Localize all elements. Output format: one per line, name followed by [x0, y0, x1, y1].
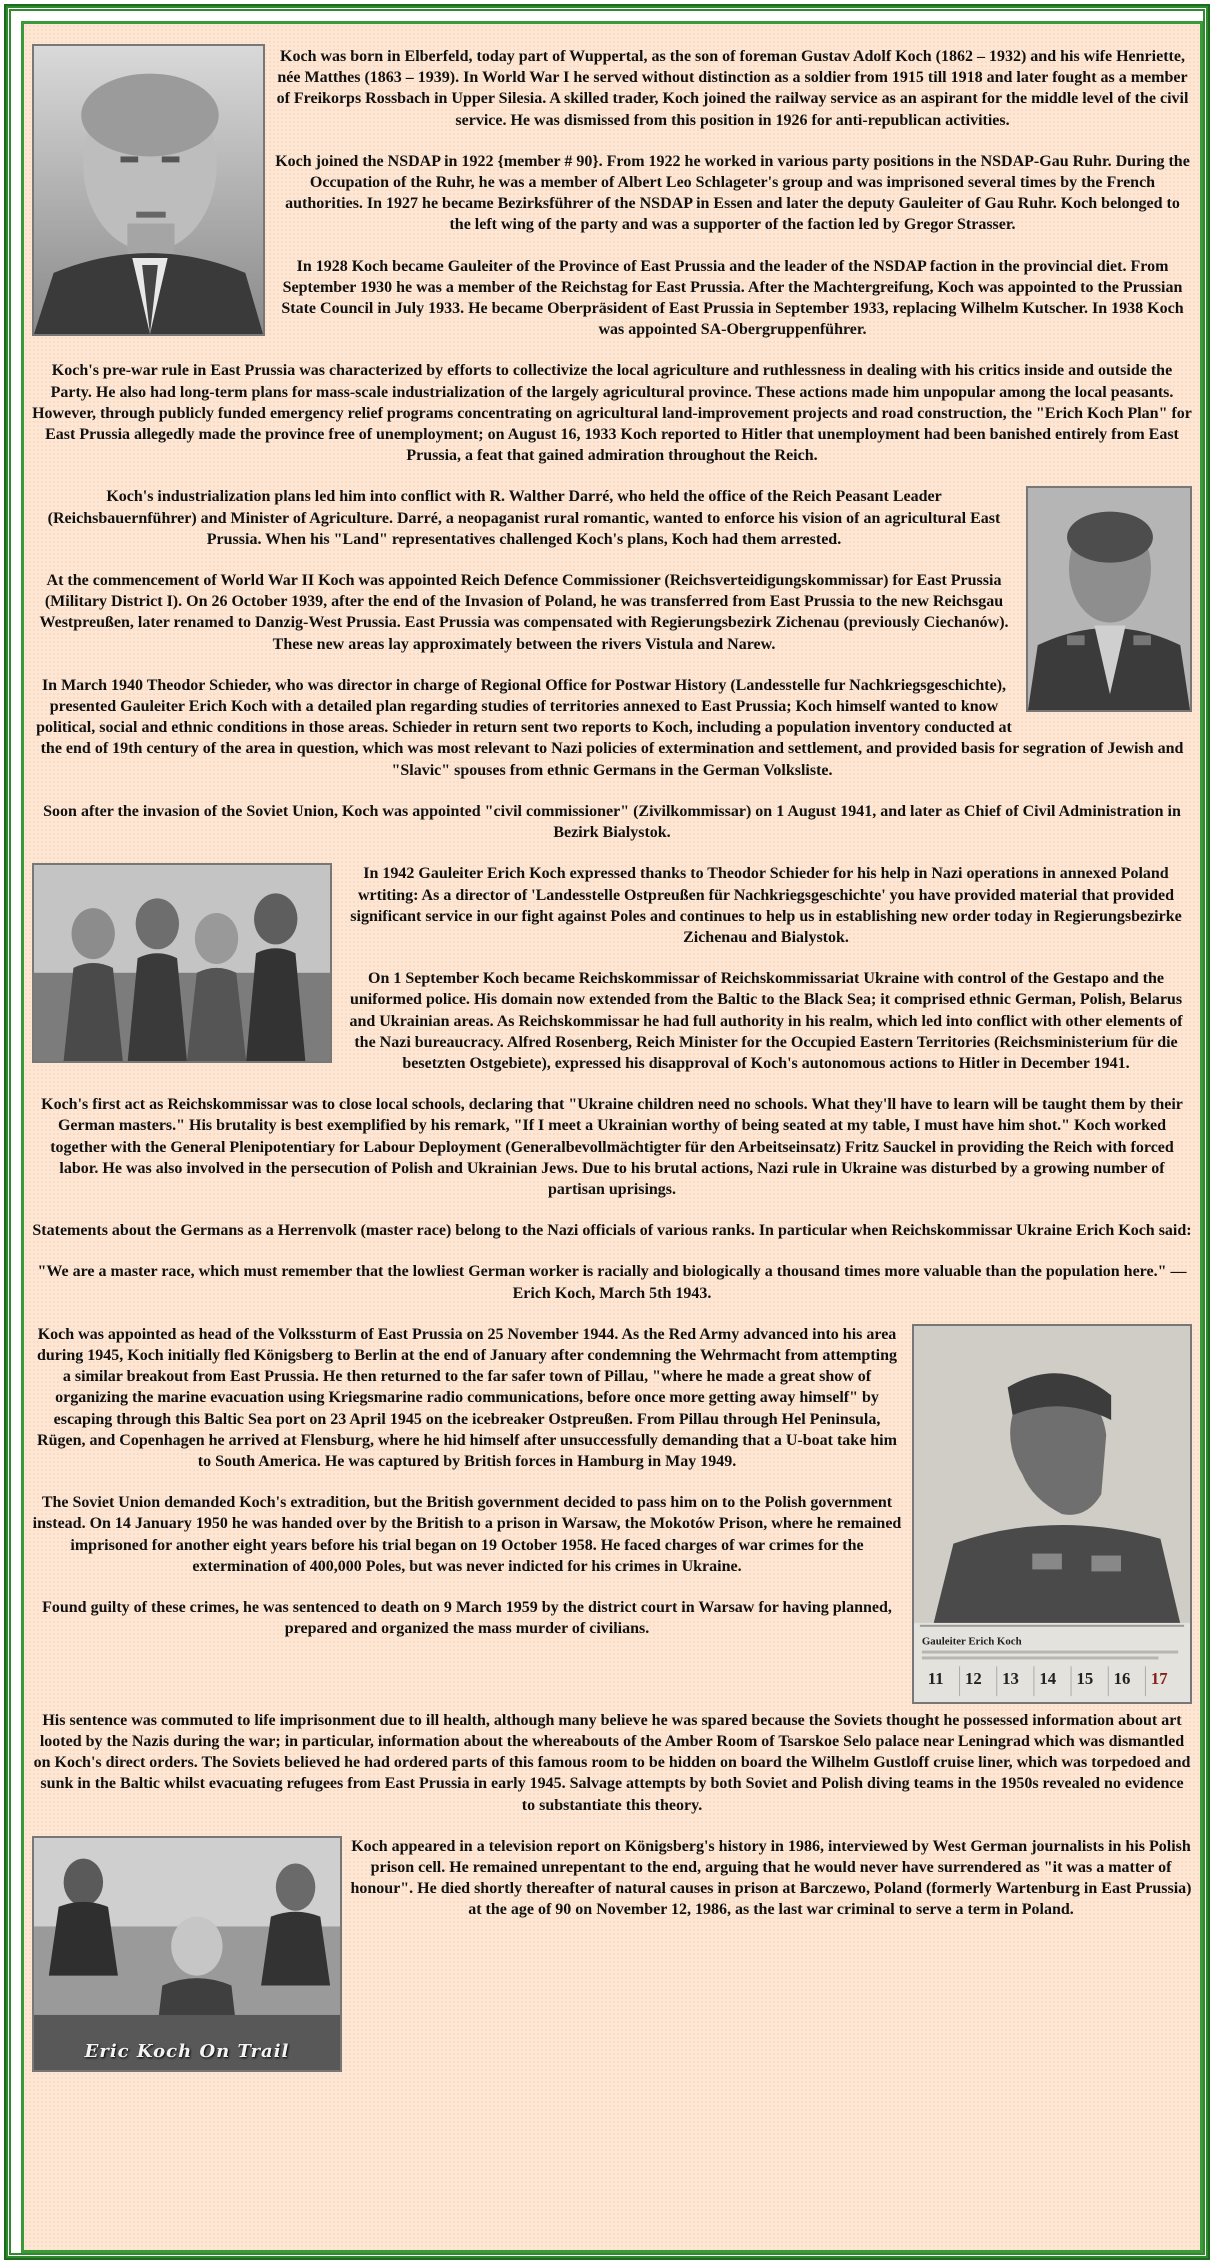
- portrait-photo-2: [1026, 486, 1192, 712]
- page-frame: [6, 6, 1208, 2258]
- paragraph: Statements about the Germans as a Herrenvolk (master race) belong to the Nazi officials of various ranks. In particular when Reichskommissar Ukraine Erich Koch said:: [32, 1222, 1192, 1240]
- calendar-divider: [1071, 1666, 1072, 1696]
- portrait-photo-1: [32, 44, 265, 336]
- paragraph: Koch was born in Elberfeld, today part of Wuppertal, as the son of foreman Gustav Adolf Koch (1862 – 1932) and his wife Henriette, née Matthes (1863 – 1939). In World War I he served without distinction as a soldier from 1915 till 1918 and later fought as a member of Freikorps Rossbach in Upper Silesia. A skilled trader, Koch joined the railway service as an aspirant for the middle level of the civil service. He was dismissed from this position in 1926 for anti-republican activities.: [276, 48, 1189, 129]
- paragraph: At the commencement of World War II Koch was appointed Reich Defence Commissioner (Reichsverteidigungskommissar) for East Prussia (Military District I). On 26 October 1939, after the end of the Invasion of Poland, he was transferred from East Prussia to the new Reichsgau Westpreußen, later renamed to Danzig-West Prussia. East Prussia was compensated with Regierungsbezirk Zichenau (previously Ciechanów). These new areas lay approximately between the rivers Vistula and Narew.: [39, 572, 1009, 653]
- paragraph: Koch's industrialization plans led him into conflict with R. Walther Darré, who held the office of the Reich Peasant Leader (Reichsbauernführer) and Minister of Agriculture. Darré, a neopaganist rural romantic, wanted to enforce his vision of an agricultural East Prussia. When his "Land" representatives challenged Koch's plans, Koch had them arrested.: [47, 488, 1001, 548]
- calendar-day: 13: [1002, 1668, 1019, 1688]
- calendar-day: 15: [1076, 1668, 1094, 1688]
- paragraph: Soon after the invasion of the Soviet Union, Koch was appointed "civil commissioner" (Zivilkommissar) on 1 August 1941, and later as Chief of Civil Administration in Bezirk Bialystok.: [43, 802, 1181, 842]
- calendar-divider: [959, 1666, 960, 1696]
- paragraph: Koch was appointed as head of the Volkssturm of East Prussia on 25 November 1944. As the Red Army advanced into his area during 1945, Koch initially fled Königsberg to Berlin at the end of January after condemning the Wehrmacht from attempting a similar breakout from East Prussia. He then returned to the far safer town of Pillau, "where he made a great show of organizing the marine evacuation using Kriegsmarine radio communications, before once more getting away himself" by escaping through this Baltic Sea port on 23 April 1945 on the icebreaker Ostpreußen. From Pillau through Hel Peninsula, Rügen, and Copenhagen he arrived at Flensburg, where he hid himself after unsuccessfully demanding that a U-boat take him to South America. He was captured by British forces in Hamburg in May 1949.: [37, 1325, 897, 1470]
- calendar-divider: [1033, 1666, 1034, 1696]
- calendar-portrait: [912, 1324, 1192, 1704]
- paragraph: In March 1940 Theodor Schieder, who was director in charge of Regional Office for Postwar History (Landesstelle fur Nachkriegsgeschichte), presented Gauleiter Erich Koch with a detailed plan regarding studies of territories annexed to East Prussia; Koch himself wanted to know political, social and ethnic conditions in those areas. Schieder in return sent two reports to Koch, including a population inventory conducted at the end of 19th century of the area in question, which was most relevant to Nazi policies of extermination and settlement, and provided basis for segration of Jewish and "Slavic" spouses from ethnic Germans in the German Volksliste.: [36, 676, 1184, 779]
- paragraph: In 1942 Gauleiter Erich Koch expressed thanks to Theodor Schieder for his help in Nazi operations in annexed Poland wrtiting: As a director of 'Landesstelle Ostpreußen für Nachkriegsgeschichte' you have provided material that provided significant service in our fight against Poles and continues to help us in establishing new order today in Regierungsbezirke Zichenau and Bialystok.: [350, 865, 1182, 946]
- calendar-day: 12: [964, 1668, 982, 1688]
- calendar-name: Gauleiter Erich Koch: [921, 1635, 1022, 1648]
- calendar-day: 17: [1150, 1668, 1168, 1688]
- calendar-divider: [1108, 1666, 1109, 1696]
- calendar-day: 16: [1113, 1668, 1131, 1688]
- quote-paragraph: "We are a master race, which must remember that the lowliest German worker is racially and biologically a thousand times more valuable than the population here." — Erich Koch, March 5th 1943.: [37, 1263, 1187, 1302]
- paragraph: Koch joined the NSDAP in 1922 {member # 90}. From 1922 he worked in various party positions in the NSDAP-Gau Ruhr. During the Occupation of the Ruhr, he was a member of Albert Leo Schlageter's group and was imprisoned several times by the French authorities. In 1927 he became Bezirksführer of the NSDAP in Essen and later the deputy Gauleiter of Gau Ruhr. Koch belonged to the left wing of the party and was a supporter of the faction led by Gregor Strasser.: [275, 152, 1190, 234]
- trial-caption: Eric Koch On Trail: [84, 2040, 290, 2062]
- paragraph: Koch's pre-war rule in East Prussia was characterized by efforts to collectivize the local agriculture and ruthlessness in dealing with his critics inside and outside the Party. He also had long-term plans for mass-scale industrialization of the largely agricultural province. These actions made him unpopular among the local peasants. However, through publicly funded emergency relief programs concentrating on agricultural land-improvement projects and road construction, the "Erich Koch Plan" for East Prussia allegedly made the province free of unemployment; on August 16, 1933 Koch reported to Hitler that unemployment had been banished entirely from East Prussia, a feat that gained admiration throughout the Reich.: [32, 362, 1192, 465]
- paragraph: His sentence was commuted to life imprisonment due to ill health, although many believe he was spared because the Soviets thought he possessed information about art looted by the Nazis during the war; in particular, information about the whereabouts of the Amber Room of Tsarskoe Selo palace near Leningrad which was dismantled on Koch's direct orders. The Soviets believed he had ordered parts of this famous room to be hidden on board the Wilhelm Gustloff cruise liner, which was torpedoed and sunk in the Baltic whilst evacuating refugees from East Prussia in early 1945. Salvage attempts by both Soviet and Polish diving teams in the 1950s revealed no evidence to substantiate this theory.: [33, 1711, 1191, 1814]
- paragraph: On 1 September Koch became Reichskommissar of Reichskommissariat Ukraine with control of the Gestapo and the uniformed police. His domain now extended from the Baltic to the Black Sea; it comprised ethnic German, Polish, Belarus and Ukrainian areas. As Reichskommissar he had full authority in his realm, which led into conflict with other elements of the Nazi bureaucracy. Alfred Rosenberg, Reich Minister for the Occupied Eastern Territories (Reichsministerium für die besetzten Ostgebiete), expressed his disapproval of Koch's autonomous actions to Hitler in December 1941.: [349, 970, 1183, 1072]
- paragraph: In 1928 Koch became Gauleiter of the Province of East Prussia and the leader of the NSDAP faction in the provincial diet. From September 1930 he was a member of the Reichstag for East Prussia. After the Machtergreifung, Koch was appointed to the Prussian State Council in July 1933. He became Oberpräsident of East Prussia in September 1933, replacing Wilhelm Kutscher. In 1938 Koch was appointed SA-Obergruppenführer.: [281, 257, 1184, 339]
- calendar-divider: [1145, 1666, 1146, 1696]
- paragraph: Koch's first act as Reichskommissar was to close local schools, declaring that "Ukraine children need no schools. What they'll have to learn will be taught them by their German masters." His brutality is best exemplified by his remark, "If I meet a Ukrainian worthy of being seated at my table, I must have him shot." Koch worked together with the General Plenipotentiary for Labour Deployment (Generalbevollmächtigter für den Arbeitseinsatz) Fritz Sauckel in providing the Reich with forced labor. He was also involved in the persecution of Polish and Ukrainian Jews. Due to his brutal actions, Nazi rule in Ukraine was disturbed by a growing number of partisan uprisings.: [41, 1096, 1183, 1198]
- paragraph: Koch appeared in a television report on Königsberg's history in 1986, interviewed by West German journalists in his Polish prison cell. He remained unrepentant to the end, arguing that he would never have surrendered as "it was a matter of honour". He died shortly thereafter of natural causes in prison at Barczewo, Poland (formerly Wartenburg in East Prussia) at the age of 90 on November 12, 1986, as the last war criminal to serve a term in Poland.: [350, 1837, 1192, 1919]
- calendar-day: 11: [927, 1668, 944, 1688]
- trial-photo: [32, 1836, 342, 2072]
- group-photo: [32, 863, 332, 1063]
- calendar-day: 14: [1039, 1668, 1057, 1688]
- paragraph: Found guilty of these crimes, he was sentenced to death on 9 March 1959 by the district court in Warsaw for having planned, prepared and organized the mass murder of civilians.: [42, 1598, 892, 1638]
- article-body: [21, 21, 1203, 2253]
- paragraph: The Soviet Union demanded Koch's extradition, but the British government decided to pass him on to the Polish government instead. On 14 January 1950 he was handed over by the British to a prison in Warsaw, the Mokotów Prison, where he remained imprisoned for another eight years before his trial began on 19 October 1958. He faced charges of war crimes for the extermination of 400,000 Poles, but was never indicted for his crimes in Ukraine.: [32, 1494, 902, 1575]
- calendar-divider: [996, 1666, 997, 1696]
